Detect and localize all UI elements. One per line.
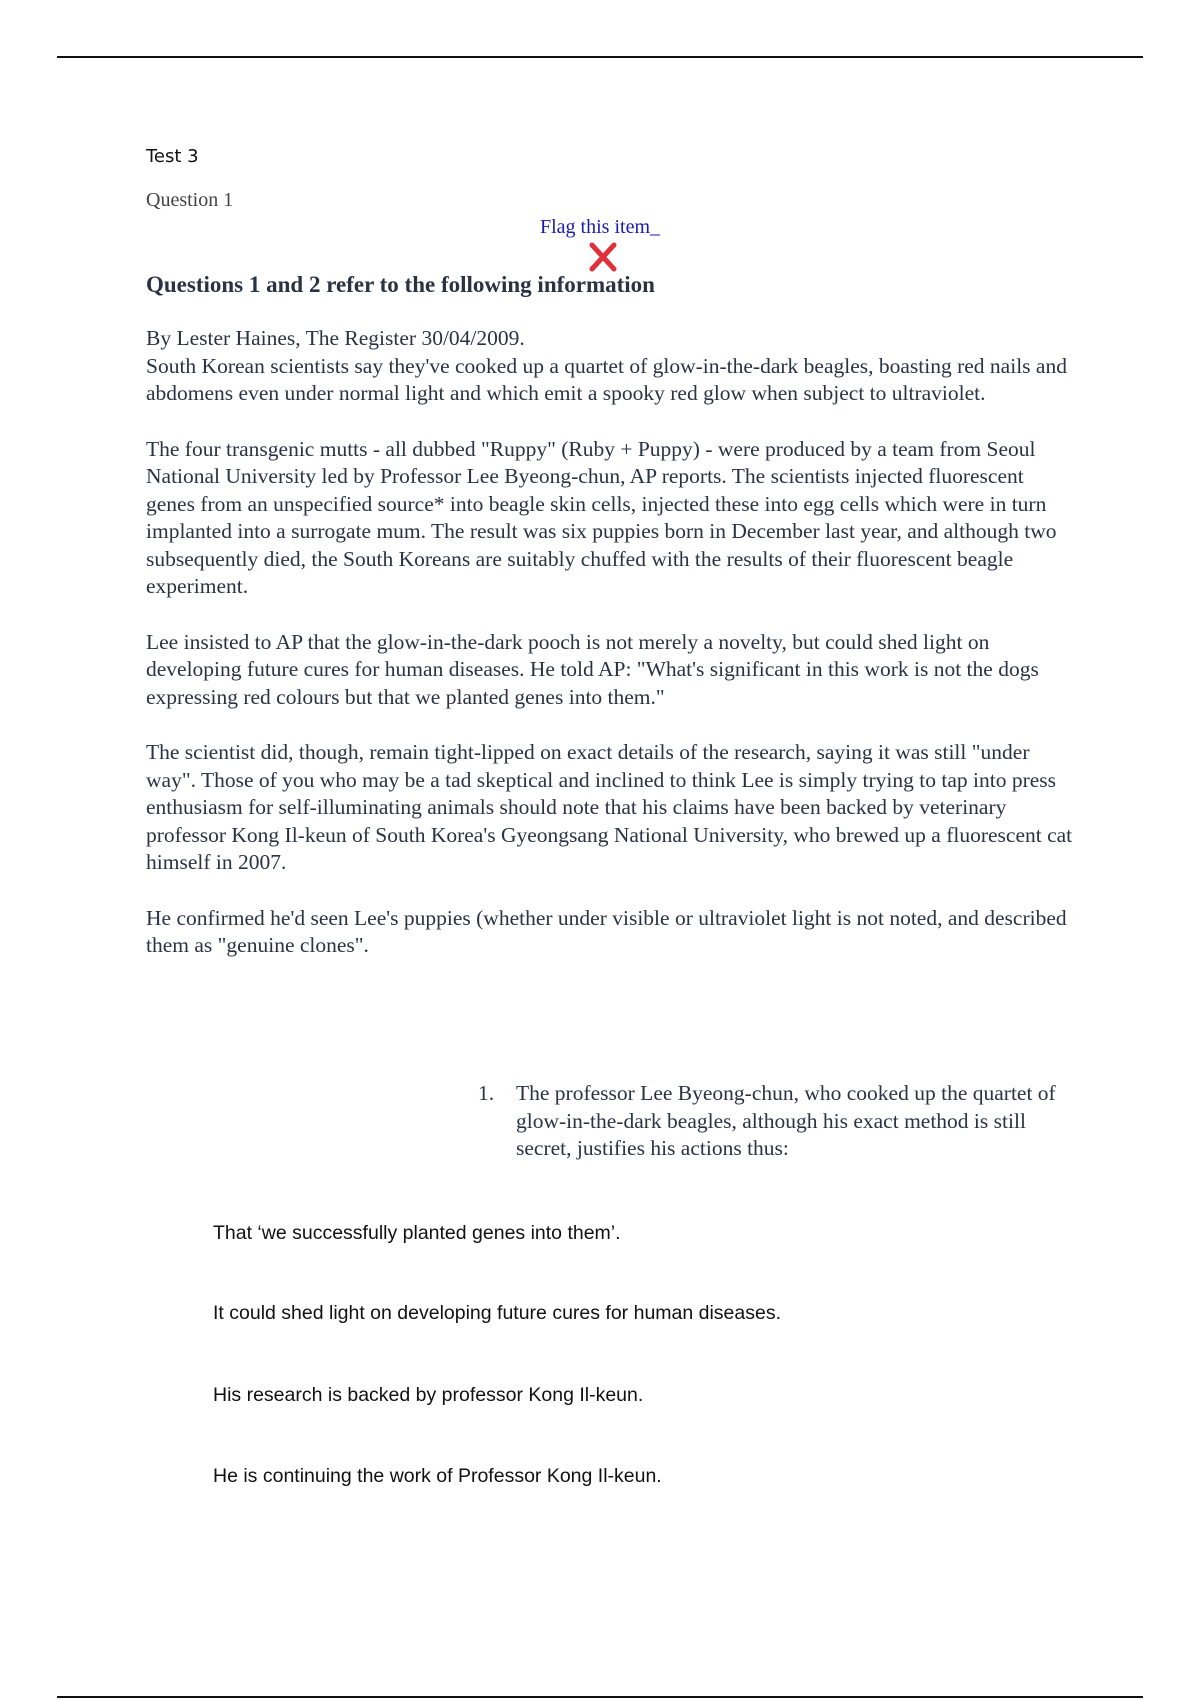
flag-item-link-label: Flag this item bbox=[540, 216, 650, 238]
answer-option-4[interactable]: He is continuing the work of Professor Kong Il-keun. bbox=[213, 1465, 662, 1487]
article-paragraph-text: South Korean scientists say they've cooked up a quartet of glow-in-the-dark beagles, boasting red nails and abdomens even under normal light and which emit a spooky red glow when subject to ultraviolet. bbox=[146, 353, 1067, 405]
test-title: Test 3 bbox=[146, 146, 199, 167]
article-byline: By Lester Haines, The Register 30/04/2009. bbox=[146, 326, 525, 350]
top-rule bbox=[57, 56, 1143, 58]
question-number: 1. bbox=[478, 1081, 495, 1105]
article-paragraph-1 bbox=[146, 325, 1076, 408]
answer-option-2[interactable]: It could shed light on developing future cures for human diseases. bbox=[213, 1302, 782, 1324]
answer-option-1[interactable]: That ‘we successfully planted genes into them’. bbox=[213, 1222, 621, 1244]
flag-item-link-underscore: _ bbox=[650, 216, 660, 238]
section-heading: Questions 1 and 2 refer to the following information bbox=[146, 272, 655, 297]
article-paragraph-2: The four transgenic mutts - all dubbed "Ruppy" (Ruby + Puppy) - were produced by a team from Seoul National University led by Professor Lee Byeong-chun, AP reports. The scientists injected fluorescent genes from an unspecified source* into beagle skin cells, injected these into egg cells which were in turn implanted into a surrogate mum. The result was six puppies born in December last year, and although two subsequently died, the South Koreans are suitably chuffed with the results of their fluorescent beagle experiment. bbox=[146, 436, 1057, 598]
article-paragraph-3: Lee insisted to AP that the glow-in-the-dark pooch is not merely a novelty, but could shed light on developing future cures for human diseases. He told AP: "What's significant in this work is not the dogs expressing red colours but that we planted genes into them." bbox=[146, 629, 1039, 709]
answer-option-3[interactable]: His research is backed by professor Kong Il-keun. bbox=[213, 1384, 644, 1406]
article-passage bbox=[146, 325, 1076, 988]
x-mark-icon[interactable] bbox=[586, 240, 620, 274]
bottom-rule bbox=[57, 1696, 1143, 1698]
question-label: Question 1 bbox=[146, 189, 234, 211]
article-paragraph-5: He confirmed he'd seen Lee's puppies (whether under visible or ultraviolet light is not noted, and described them as "genuine clones". bbox=[146, 905, 1067, 957]
question-text: The professor Lee Byeong-chun, who cooked up the quartet of glow-in-the-dark beagles, although his exact method is still secret, justifies his actions thus: bbox=[516, 1081, 1056, 1160]
article-paragraph-4: The scientist did, though, remain tight-lipped on exact details of the research, saying it was still "under way". Those of you who may be a tad skeptical and inclined to think Lee is simply trying to tap into press enthusiasm for self-illuminating animals should note that his claims have been backed by veterinary professor Kong Il-keun of South Korea's Gyeongsang National University, who brewed up a fluorescent cat himself in 2007. bbox=[146, 740, 1073, 874]
flag-item-link[interactable] bbox=[540, 216, 660, 239]
question-prompt bbox=[478, 1080, 1068, 1163]
